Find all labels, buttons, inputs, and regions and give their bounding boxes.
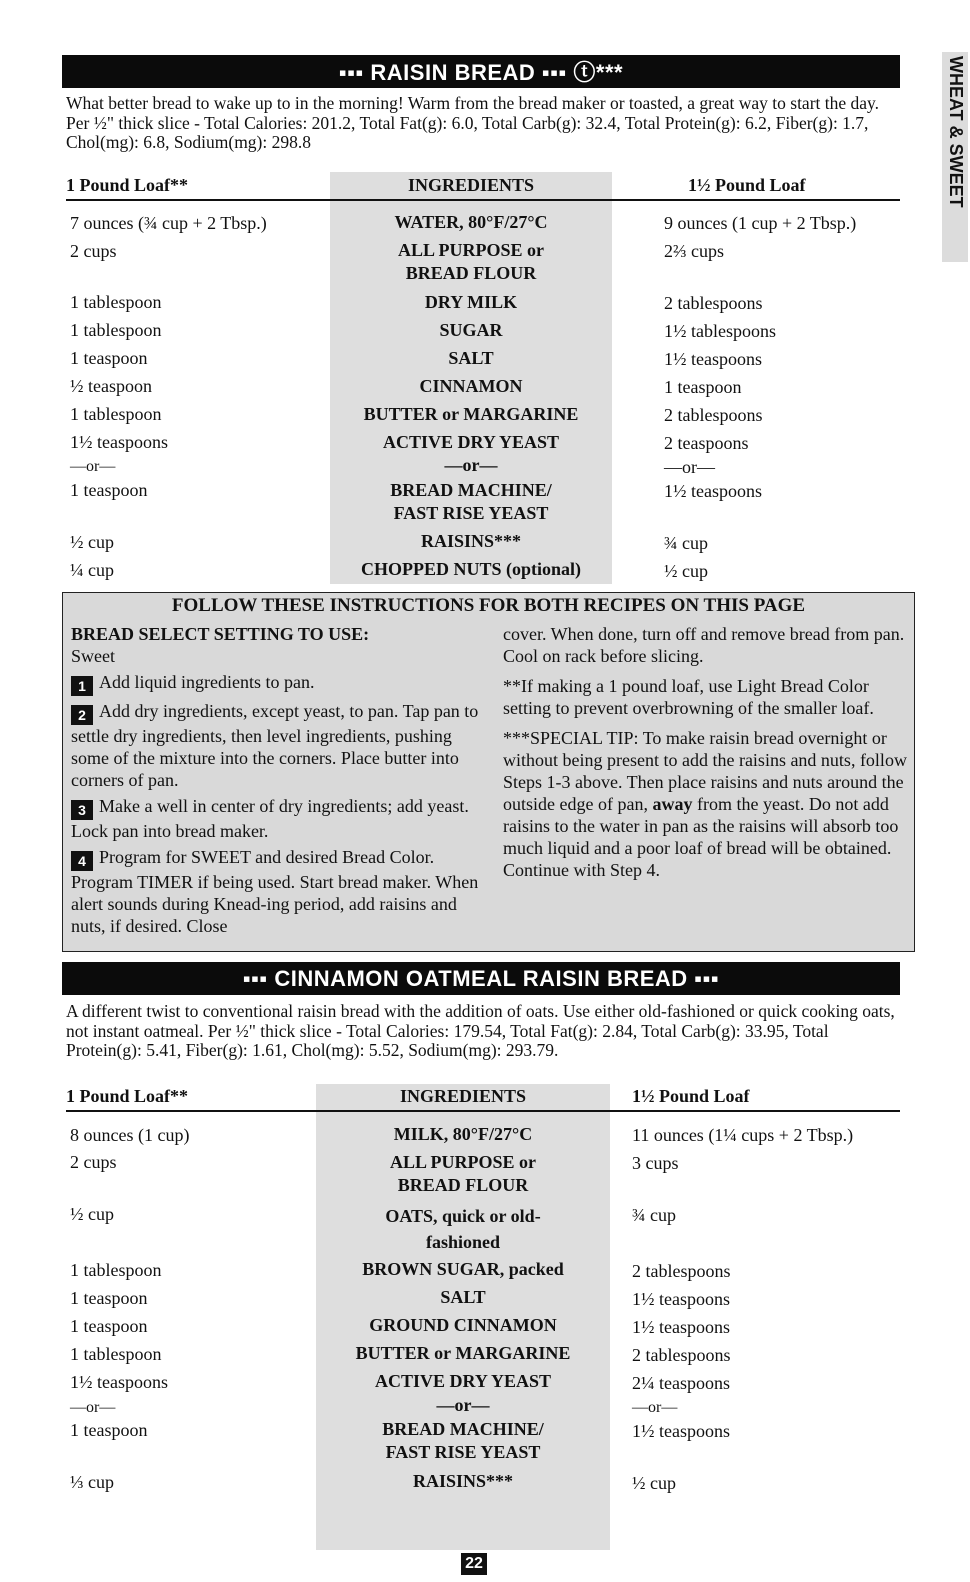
table-cell: 1½ teaspoons [70, 1372, 168, 1392]
special-tip: ***SPECIAL TIP: To make raisin bread overnight or without being present to add the raisins and nuts, follow Steps 1-3 above. Then place raisins and nuts around the outside edge of pan, away from the yeast. Do not add raisins to the water in pan as the raisins will absorb too much liquid and a poor loaf of bread will be obtained. Continue with Step 4. [503, 728, 907, 880]
table-cell: —or— [664, 457, 715, 477]
table-cell: ¾ cup [632, 1205, 676, 1225]
page-number: 22 [461, 1553, 487, 1575]
ingredient-name: SALT [440, 1287, 486, 1307]
ingredient-name: ACTIVE DRY YEAST [374, 1371, 552, 1391]
table-cell: 1 teaspoon [70, 348, 148, 368]
recipe1-title-banner [62, 55, 900, 88]
table-cell: 1½ teaspoons [664, 349, 762, 369]
table-cell: 7 ounces (¾ cup + 2 Tbsp.) [70, 213, 267, 233]
ingredient-name: BREAD MACHINE/ FAST RISE YEAST [382, 1419, 544, 1462]
table-cell: —or— [632, 1399, 678, 1416]
table-cell: 2 tablespoons [664, 293, 763, 313]
ingredient-name: BUTTER or MARGARINE [355, 1343, 571, 1363]
table-cell: 1 teaspoon [70, 1420, 148, 1440]
recipe2-header-right: 1½ Pound Loaf [632, 1086, 750, 1106]
instruction-step [71, 846, 483, 937]
instructions-right-column [503, 623, 907, 881]
recipe2-title-banner [62, 962, 900, 995]
table-cell: ½ cup [70, 532, 114, 552]
ingredient-name: DRY MILK [424, 292, 518, 312]
table-cell: 2 cups [70, 241, 117, 261]
instructions-box [62, 592, 915, 952]
recipe2-header-left: 1 Pound Loaf** [66, 1086, 189, 1106]
table-cell: 1 teaspoon [70, 1288, 148, 1308]
table-cell: 1 tablespoon [70, 292, 162, 312]
recipe2-intro: A different twist to conventional raisin bread with the addition of oats. Use either old-fashioned or quick cooking oats, not instant oatmeal. Per ½" thick slice - Total Calories: 179.54, Total Fat(g): 2.84, Total Carb(g): 33.95, Total Protein(g): 5.41, Fiber(g): 1.61, Chol(mg): 5.52, Sodium(mg): 293.79. [66, 1001, 895, 1060]
recipe1-header-right: 1½ Pound Loaf [688, 175, 806, 195]
table-cell: 2¼ teaspoons [632, 1373, 730, 1393]
bread-setting-value: Sweet [71, 646, 115, 666]
table-cell: 1½ teaspoons [632, 1317, 730, 1337]
recipe2-header-rule [66, 1110, 900, 1112]
table-cell: 8 ounces (1 cup) [70, 1125, 190, 1145]
ingredient-name: SUGAR [439, 320, 503, 340]
section-side-tab [942, 52, 968, 262]
recipe1-header-left: 1 Pound Loaf** [66, 175, 189, 195]
table-cell: 1 tablespoon [70, 404, 162, 424]
table-cell: 1½ teaspoons [664, 481, 762, 501]
table-cell: 1 teaspoon [70, 480, 148, 500]
step-text: Make a well in center of dry ingredients; add yeast. Lock pan into bread maker. [71, 796, 469, 841]
ingredient-name: CHOPPED NUTS (optional) [360, 559, 582, 579]
recipe1-header-ingredients: INGREDIENTS [407, 175, 535, 195]
instructions-left-column [71, 623, 483, 937]
table-cell: 2 cups [70, 1152, 117, 1172]
table-cell: 1 teaspoon [70, 1316, 148, 1336]
table-cell: ¾ cup [664, 533, 708, 553]
side-tab-label: WHEAT & SWEET [946, 56, 966, 208]
recipe1-title: ▪▪▪ RAISIN BREAD ▪▪▪ ⓣ*** [338, 60, 624, 85]
recipe2-title: ▪▪▪ CINNAMON OATMEAL RAISIN BREAD ▪▪▪ [242, 965, 720, 991]
table-cell: ½ cup [664, 561, 708, 581]
table-cell: —or— [70, 458, 116, 475]
table-cell: 11 ounces (1¼ cups + 2 Tbsp.) [632, 1125, 854, 1145]
table-cell: 2 teaspoons [664, 433, 749, 453]
step-text: Add liquid ingredients to pan. [99, 672, 315, 692]
table-cell: 1 teaspoon [664, 377, 742, 397]
table-cell: ⅓ cup [70, 1472, 114, 1492]
recipe1-header-rule [66, 199, 900, 201]
ingredient-name: BUTTER or MARGARINE [363, 404, 579, 424]
table-cell: 2 tablespoons [632, 1261, 731, 1281]
ingredient-name: OATS, quick or old-fashioned [385, 1206, 541, 1252]
table-cell: 1½ tablespoons [664, 321, 776, 341]
table-cell: 1½ teaspoons [632, 1421, 730, 1441]
recipe1-intro: What better bread to wake up to in the morning! Warm from the bread maker or toasted, a great way to start the day. Per ½" thick slice - Total Calories: 201.2, Total Fat(g): 6.0, Total Carb(g): 32.4, Total Protein(g): 6.2, Fiber(g): 1.7, Chol(mg): 6.8, Sodium(mg): 298.8 [66, 93, 880, 152]
light-color-note: **If making a 1 pound loaf, use Light Bread Color setting to prevent overbrowning of the smaller loaf. [503, 676, 874, 718]
table-cell: ½ cup [70, 1204, 114, 1224]
instruction-step [71, 795, 483, 842]
ingredient-name: SALT [448, 348, 494, 368]
table-cell: ½ cup [632, 1473, 676, 1493]
table-cell: 2⅔ cups [664, 241, 724, 261]
step-number-badge: 3 [71, 800, 93, 820]
table-cell: 9 ounces (1 cup + 2 Tbsp.) [664, 213, 857, 233]
table-cell: 1 tablespoon [70, 320, 162, 340]
table-cell: 1½ teaspoons [632, 1289, 730, 1309]
instructions-title: FOLLOW THESE INSTRUCTIONS FOR BOTH RECIPES ON THIS PAGE [171, 595, 806, 616]
table-cell: ½ teaspoon [70, 376, 152, 396]
table-cell: 1 tablespoon [70, 1344, 162, 1364]
ingredient-name: ALL PURPOSE or BREAD FLOUR [389, 1152, 536, 1195]
instructions-continued: cover. When done, turn off and remove bread from pan. Cool on rack before slicing. [503, 624, 905, 666]
table-cell: 2 tablespoons [664, 405, 763, 425]
table-cell: 1½ teaspoons [70, 432, 168, 452]
instruction-step [71, 700, 483, 791]
ingredient-name: GROUND CINNAMON [369, 1315, 557, 1335]
instruction-step [71, 671, 483, 696]
ingredient-name: WATER, 80°F/27°C [394, 212, 548, 232]
ingredient-name: CINNAMON [419, 376, 523, 396]
step-number-badge: 4 [71, 851, 93, 871]
ingredient-name: RAISINS*** [412, 1471, 514, 1491]
table-cell: 2 tablespoons [632, 1345, 731, 1365]
ingredient-name: RAISINS*** [420, 531, 522, 551]
ingredient-name: —or— [444, 455, 498, 475]
step-number-badge: 2 [71, 705, 93, 725]
ingredient-name: MILK, 80°F/27°C [393, 1124, 533, 1144]
step-text: Program for SWEET and desired Bread Color. Program TIMER if being used. Start bread maker. When alert sounds during Knead-ing period, add raisins and nuts, if desired. Close [71, 847, 479, 936]
step-text: Add dry ingredients, except yeast, to pan. Tap pan to settle dry ingredients, then level ingredients, pushing some of the mixture into the corners. Place butter into corners of pan. [71, 701, 479, 790]
ingredient-name: ALL PURPOSE or BREAD FLOUR [397, 240, 544, 283]
ingredient-name: BREAD MACHINE/ FAST RISE YEAST [390, 480, 552, 523]
step-number-badge: 1 [71, 676, 93, 696]
table-cell: 3 cups [632, 1153, 679, 1173]
table-cell: ¼ cup [70, 560, 114, 580]
recipe2-header-ingredients: INGREDIENTS [399, 1086, 527, 1106]
ingredient-name: ACTIVE DRY YEAST [382, 432, 560, 452]
ingredient-name: —or— [436, 1395, 490, 1415]
bread-setting-label: BREAD SELECT SETTING TO USE: [71, 624, 370, 644]
table-cell: 1 tablespoon [70, 1260, 162, 1280]
ingredient-name: BROWN SUGAR, packed [362, 1259, 564, 1279]
table-cell: —or— [70, 1399, 116, 1416]
